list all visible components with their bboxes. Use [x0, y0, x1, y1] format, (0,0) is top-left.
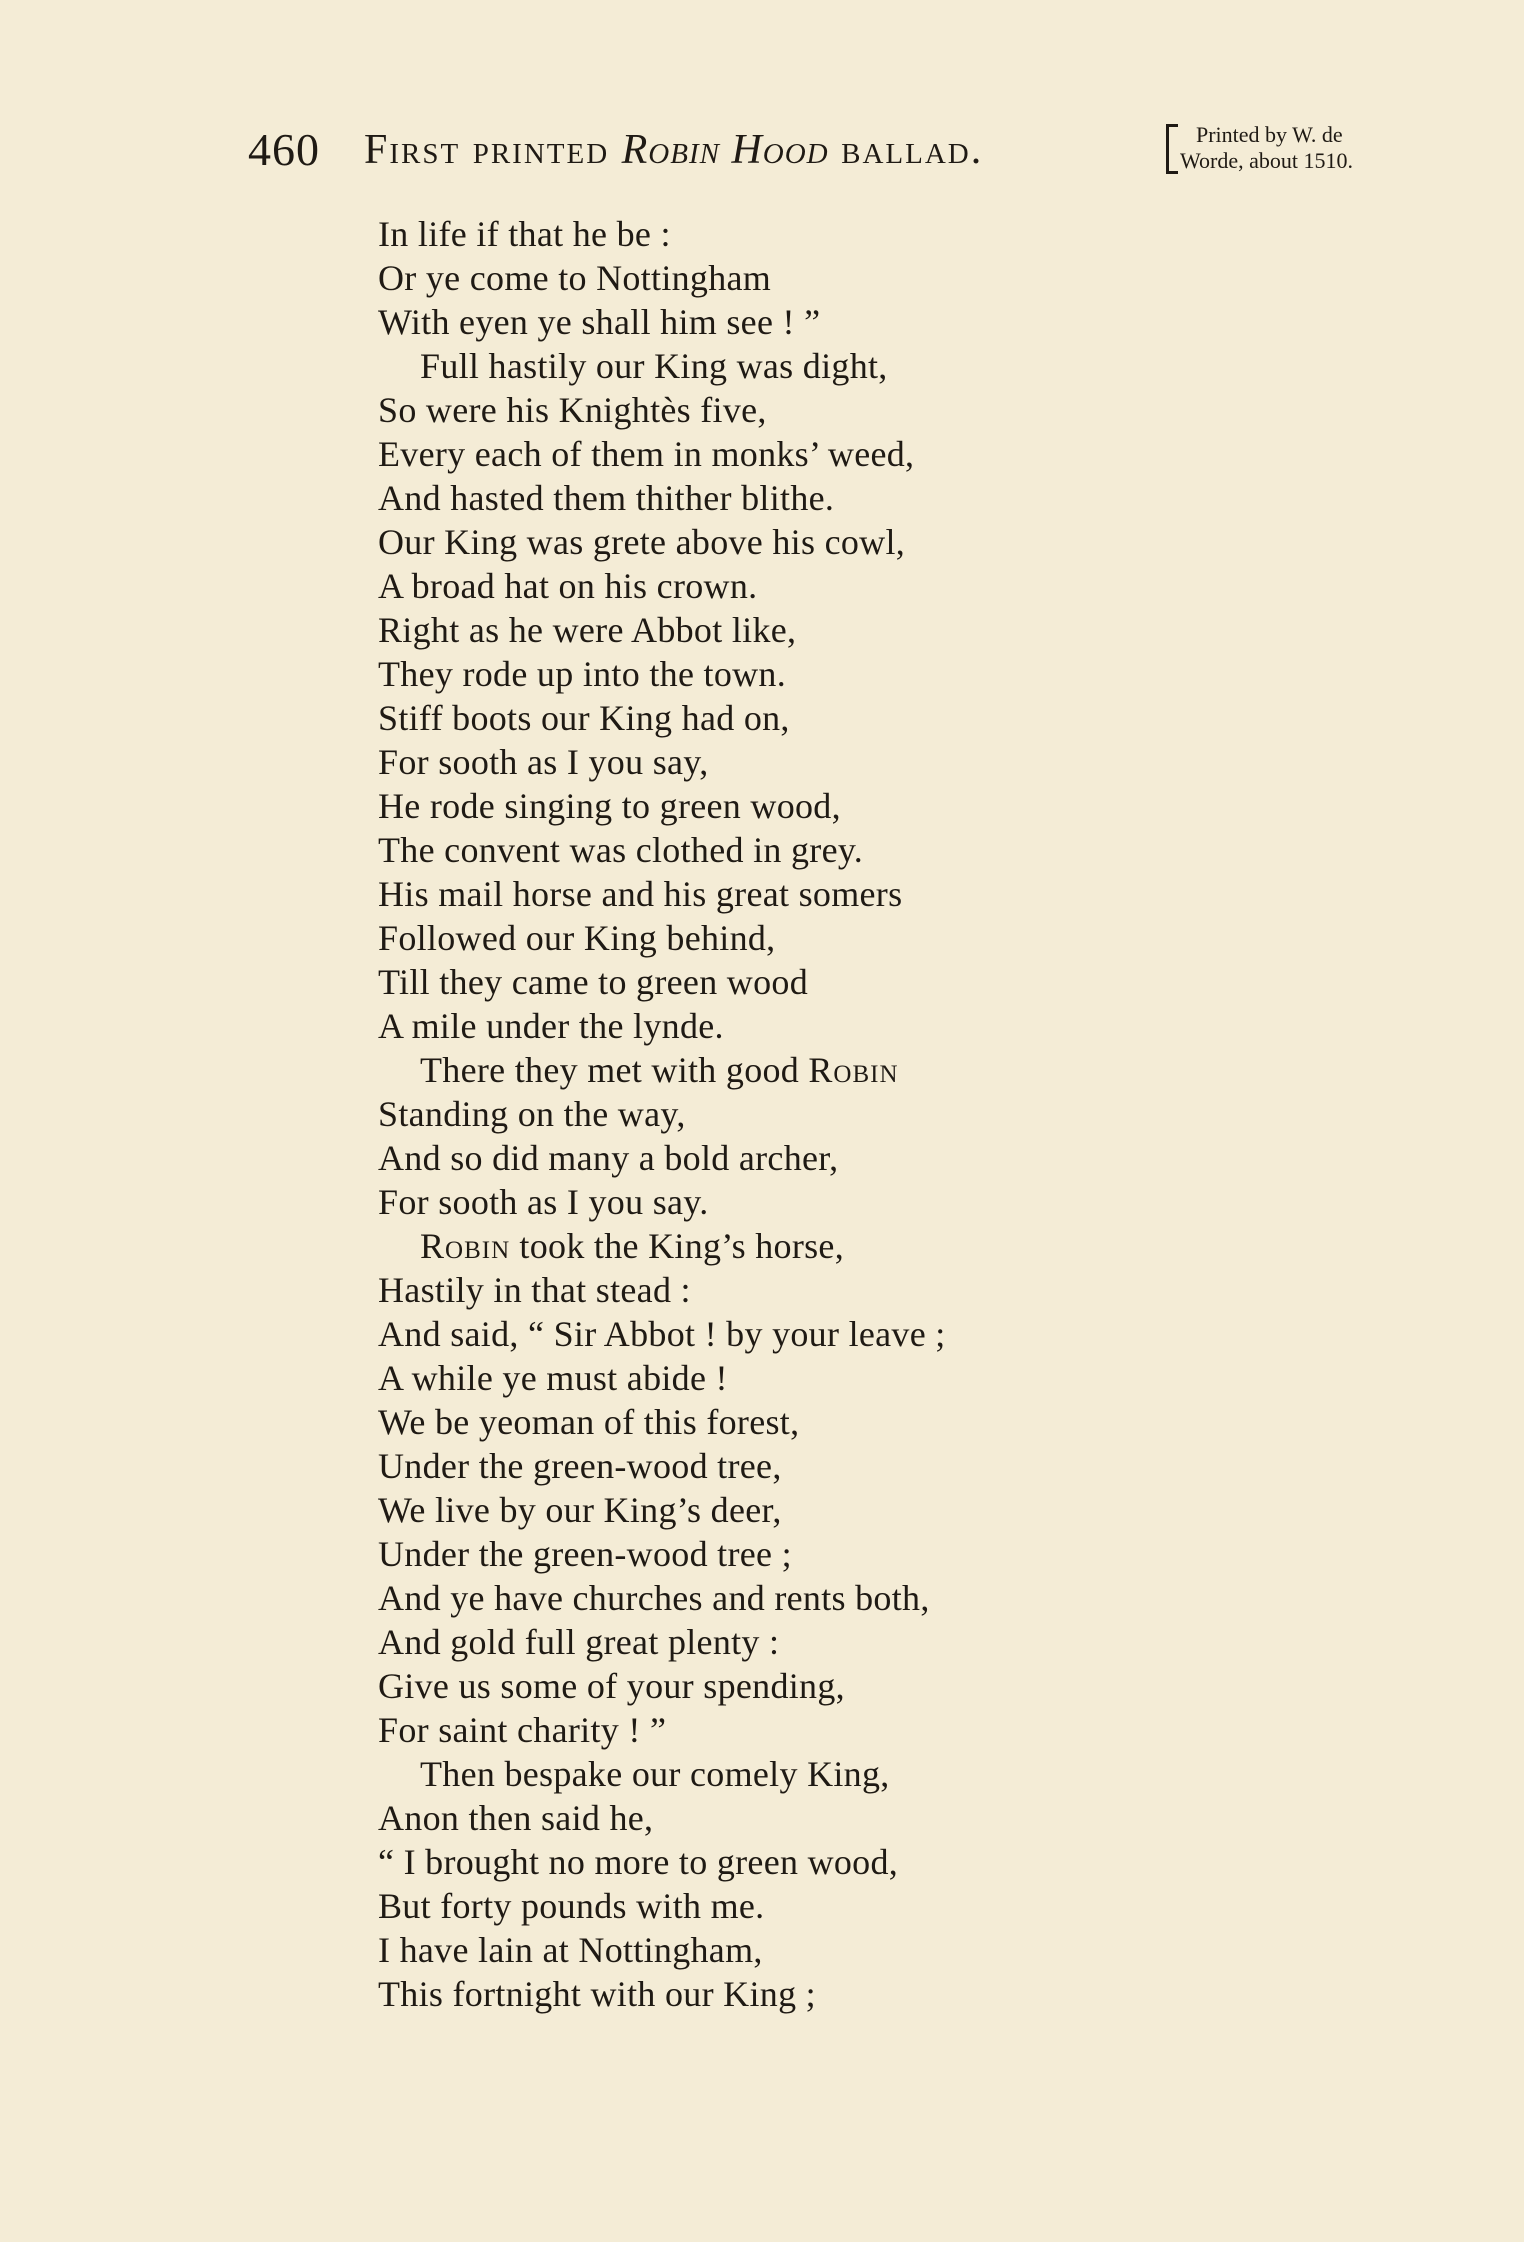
- verse-line: [378, 1224, 1428, 1268]
- verse-line: [378, 564, 1428, 608]
- verse-line: [378, 1312, 1428, 1356]
- verse-text: Stiff boots our King had on,: [378, 698, 790, 738]
- verse-text: And said, “ Sir Abbot ! by your leave ;: [378, 1314, 946, 1354]
- verse-line: [378, 432, 1428, 476]
- verse-line: [378, 784, 1428, 828]
- verse-line: [378, 1400, 1428, 1444]
- verse-text: took the King’s horse,: [510, 1226, 844, 1266]
- poem-body: [378, 212, 1428, 2016]
- verse-text: So were his Knightès five,: [378, 390, 767, 430]
- verse-line: [378, 828, 1428, 872]
- verse-text: The convent was clothed in grey.: [378, 830, 864, 870]
- verse-line: [378, 1004, 1428, 1048]
- verse-line: [378, 344, 1428, 388]
- verse-line: [378, 916, 1428, 960]
- verse-line: [378, 1268, 1428, 1312]
- verse-line: [378, 1092, 1428, 1136]
- verse-line: [378, 960, 1428, 1004]
- verse-line: [378, 1752, 1428, 1796]
- verse-line: [378, 212, 1428, 256]
- verse-text: Followed our King behind,: [378, 918, 776, 958]
- verse-text: “ I brought no more to green wood,: [378, 1842, 899, 1882]
- verse-text: His mail horse and his great somers: [378, 874, 903, 914]
- verse-text: For sooth as I you say.: [378, 1182, 709, 1222]
- title-part1: First printed: [364, 127, 610, 173]
- verse-line: [378, 1928, 1428, 1972]
- verse-text: He rode singing to green wood,: [378, 786, 841, 826]
- character-name: Robin: [808, 1050, 899, 1090]
- verse-text: Then bespake our comely King,: [420, 1754, 890, 1794]
- verse-text: Full hastily our King was dight,: [420, 346, 888, 386]
- verse-text: A broad hat on his crown.: [378, 566, 758, 606]
- verse-line: [378, 256, 1428, 300]
- verse-line: [378, 740, 1428, 784]
- verse-text: Or ye come to Nottingham: [378, 258, 772, 298]
- verse-text: They rode up into the town.: [378, 654, 787, 694]
- running-header: [248, 118, 1428, 182]
- verse-text: A mile under the lynde.: [378, 1006, 724, 1046]
- verse-line: [378, 1620, 1428, 1664]
- verse-line: [378, 476, 1428, 520]
- verse-line: [378, 1356, 1428, 1400]
- verse-line: [378, 652, 1428, 696]
- verse-line: [378, 1488, 1428, 1532]
- verse-line: [378, 520, 1428, 564]
- verse-text: I have lain at Nottingham,: [378, 1930, 763, 1970]
- verse-line: [378, 1532, 1428, 1576]
- verse-line: [378, 300, 1428, 344]
- verse-text: Every each of them in monks’ weed,: [378, 434, 915, 474]
- verse-text: Under the green-wood tree,: [378, 1446, 782, 1486]
- verse-text: We live by our King’s deer,: [378, 1490, 782, 1530]
- imprint-note: [1166, 122, 1428, 178]
- verse-line: [378, 1840, 1428, 1884]
- verse-line: [378, 1884, 1428, 1928]
- verse-text: Hastily in that stead :: [378, 1270, 691, 1310]
- verse-line: [378, 1708, 1428, 1752]
- verse-line: [378, 1796, 1428, 1840]
- verse-text: And so did many a bold archer,: [378, 1138, 839, 1178]
- verse-text: A while ye must abide !: [378, 1358, 728, 1398]
- imprint-line2: Worde, about 1510.: [1180, 148, 1353, 173]
- verse-text: And ye have churches and rents both,: [378, 1578, 930, 1618]
- verse-text: Right as he were Abbot like,: [378, 610, 797, 650]
- verse-line: [378, 1576, 1428, 1620]
- verse-text: Standing on the way,: [378, 1094, 686, 1134]
- character-name: Robin: [420, 1226, 511, 1266]
- running-title: [364, 118, 983, 182]
- verse-text: Under the green-wood tree ;: [378, 1534, 792, 1574]
- verse-line: [378, 1972, 1428, 2016]
- verse-text: Give us some of your spending,: [378, 1666, 845, 1706]
- verse-line: [378, 1180, 1428, 1224]
- verse-text: For saint charity ! ”: [378, 1710, 667, 1750]
- verse-line: [378, 388, 1428, 432]
- verse-text: Anon then said he,: [378, 1798, 654, 1838]
- verse-line: [378, 696, 1428, 740]
- verse-line: [378, 1664, 1428, 1708]
- verse-text: In life if that he be :: [378, 214, 671, 254]
- verse-text: Till they came to green wood: [378, 962, 808, 1002]
- verse-text: And gold full great plenty :: [378, 1622, 780, 1662]
- verse-line: [378, 1444, 1428, 1488]
- bracket-mark: [1166, 124, 1178, 174]
- verse-text: We be yeoman of this forest,: [378, 1402, 800, 1442]
- page-number: 460: [248, 124, 320, 175]
- verse-line: [378, 1048, 1428, 1092]
- verse-text: But forty pounds with me.: [378, 1886, 765, 1926]
- verse-line: [378, 1136, 1428, 1180]
- verse-text: There they met with good: [420, 1050, 809, 1090]
- verse-text: And hasted them thither blithe.: [378, 478, 835, 518]
- imprint-line1: Printed by W. de: [1196, 122, 1343, 147]
- verse-text: With eyen ye shall him see ! ”: [378, 302, 821, 342]
- verse-line: [378, 872, 1428, 916]
- title-name: Robin Hood: [621, 127, 829, 173]
- title-part2: ballad.: [841, 127, 984, 173]
- verse-text: This fortnight with our King ;: [378, 1974, 816, 2014]
- verse-text: For sooth as I you say,: [378, 742, 709, 782]
- verse-line: [378, 608, 1428, 652]
- verse-text: Our King was grete above his cowl,: [378, 522, 906, 562]
